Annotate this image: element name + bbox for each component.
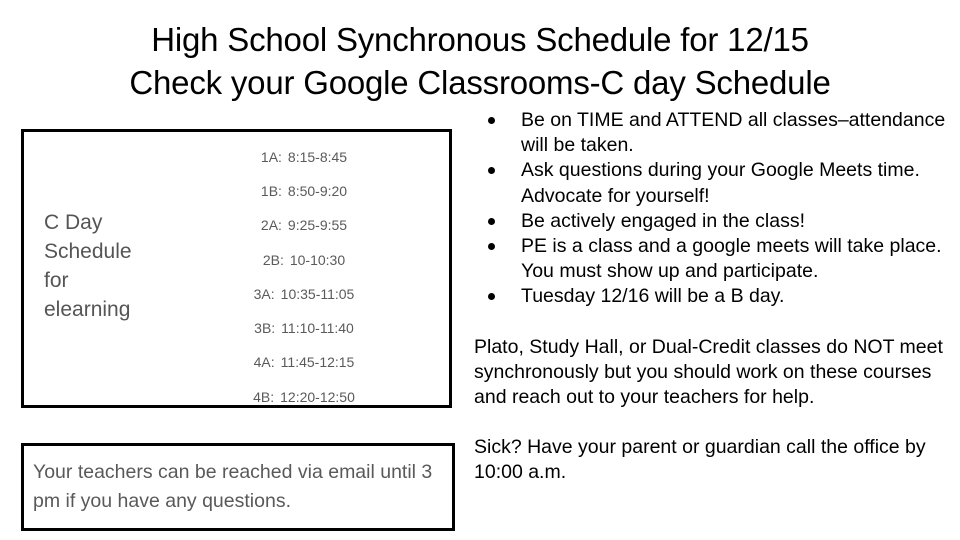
list-item-text: Be on TIME and ATTEND all classes–attendance will be taken. — [521, 109, 946, 157]
list-item-text: Be actively engaged in the class! — [521, 209, 806, 232]
bullet-dot-icon — [488, 167, 495, 174]
schedule-row-period: 4B: — [253, 388, 275, 405]
bullet-dot-icon — [488, 243, 495, 250]
schedule-row — [169, 174, 439, 208]
list-item — [474, 209, 958, 234]
schedule-row-list — [169, 140, 439, 414]
title-line-1: High School Synchronous Schedule for 12/15 — [151, 21, 809, 58]
list-item — [474, 158, 958, 208]
schedule-row — [169, 209, 439, 243]
sick-paragraph: Sick? Have your parent or guardian call the office by 10:00 a.m. — [474, 436, 926, 484]
schedule-row-period: 1B: — [260, 182, 282, 199]
schedule-row-period: 1A: — [260, 148, 282, 165]
schedule-row-time: 11:45-12:15 — [280, 354, 355, 371]
bullet-dot-icon — [488, 293, 495, 300]
schedule-label-line: elearning — [44, 298, 131, 321]
schedule-row-time: 8:15-8:45 — [287, 148, 348, 165]
schedule-row-time: 11:10-11:40 — [281, 320, 354, 337]
schedule-row-period: 4A: — [253, 354, 275, 371]
schedule-row-period: 3B: — [254, 320, 276, 337]
title-line-2: Check your Google Classrooms-C day Schedule — [129, 64, 831, 101]
schedule-row — [169, 140, 439, 174]
page-title — [0, 18, 960, 104]
schedule-label-line: Schedule — [44, 240, 132, 263]
schedule-row-time: 10-10:30 — [289, 251, 346, 268]
list-item-text: Tuesday 12/16 will be a B day. — [521, 285, 785, 308]
schedule-row-period: 2A: — [260, 217, 282, 234]
schedule-row-period: 3A: — [253, 285, 275, 302]
schedule-row-time: 9:25-9:55 — [287, 217, 348, 234]
teacher-contact-text: Your teachers can be reached via email until 3 pm if you have any questions. — [33, 461, 433, 512]
schedule-label-line: C Day — [44, 211, 103, 234]
schedule-row — [169, 311, 439, 345]
schedule-label-line: for — [44, 269, 69, 292]
list-item-text: PE is a class and a google meets will take place. You must show up and participate. — [521, 235, 942, 283]
schedule-box — [21, 129, 452, 408]
plato-paragraph: Plato, Study Hall, or Dual-Credit classes do NOT meet synchronously but you should work on these courses and reach out to your teachers for help. — [474, 335, 943, 409]
schedule-row-time: 8:50-9:20 — [287, 182, 348, 199]
schedule-box-label — [44, 208, 164, 324]
list-item — [474, 234, 958, 284]
instructions-bullet-list — [474, 108, 958, 310]
schedule-row-time: 12:20-12:50 — [280, 388, 355, 405]
teacher-contact-box — [21, 443, 455, 531]
list-item — [474, 284, 958, 309]
bullet-dot-icon — [488, 117, 495, 124]
schedule-box-inner — [24, 132, 449, 405]
schedule-row — [169, 277, 439, 311]
list-item-text: Ask questions during your Google Meets time. Advocate for yourself! — [521, 159, 920, 207]
bullet-dot-icon — [488, 218, 495, 225]
schedule-row-period: 2B: — [262, 251, 284, 268]
list-item — [474, 108, 958, 158]
schedule-row — [169, 243, 439, 277]
schedule-row — [169, 380, 439, 414]
schedule-row-time: 10:35-11:05 — [280, 285, 355, 302]
instructions-column — [474, 108, 958, 486]
schedule-row — [169, 346, 439, 380]
